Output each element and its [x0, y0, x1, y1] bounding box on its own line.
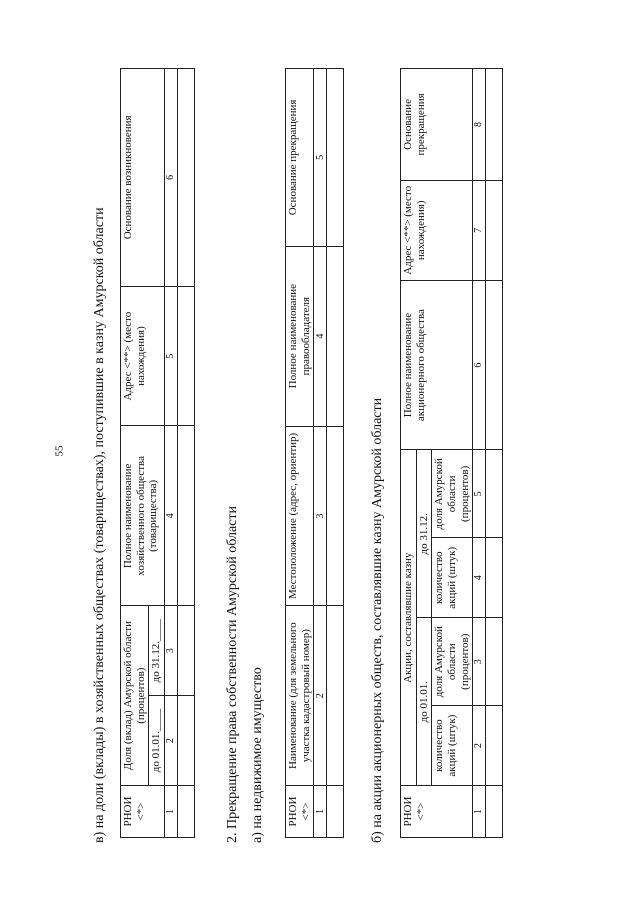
section-2-heading: 2. Прекращение права собственности Амурской области — [225, 505, 240, 843]
header-address: Адрес <**> (место нахождения) — [401, 180, 473, 280]
section-2a-heading: а) на недвижимое имущество — [250, 667, 265, 843]
header-company-name: Полное наименование акционерного общества — [401, 280, 473, 450]
column-number: 5 — [164, 286, 177, 426]
column-number: 1 — [314, 786, 327, 838]
column-number: 3 — [314, 426, 327, 606]
header-share-start: доля Амурской области (процентов) — [432, 618, 473, 706]
column-number: 2 — [164, 696, 177, 786]
header-qty-end: количество акций (штук) — [432, 538, 473, 618]
column-number: 7 — [473, 180, 486, 280]
table-row — [327, 69, 344, 838]
page-number: 55 — [53, 445, 66, 457]
column-number: 4 — [164, 426, 177, 606]
column-number: 4 — [314, 246, 327, 426]
column-number: 5 — [473, 450, 486, 538]
header-share-end: до 31.12.____ — [149, 606, 165, 696]
header-end: до 31.12. — [416, 450, 432, 618]
section-v-heading: в) на доли (вклады) в хозяйственных обществах (товариществах), поступившие в казну Амурской области — [92, 207, 107, 843]
column-number: 3 — [473, 618, 486, 706]
header-shares-group: Акции, составлявшие казну — [401, 450, 417, 786]
table-v — [120, 68, 195, 838]
header-rnoi: РНОИ <*> — [401, 786, 473, 838]
header-rnoi: РНОИ <*> — [286, 786, 314, 838]
column-number: 2 — [473, 706, 486, 786]
column-number: 2 — [314, 606, 327, 786]
column-number: 8 — [473, 69, 486, 181]
column-number: 6 — [473, 280, 486, 450]
header-rnoi: РНОИ <*> — [121, 786, 165, 838]
header-qty-start: количество акций (штук) — [432, 706, 473, 786]
numbering-row — [473, 69, 486, 838]
column-number: 4 — [473, 538, 486, 618]
header-basis: Основание прекращения — [286, 69, 314, 247]
section-b-heading: б) на акции акционерных обществ, составлявшие казну Амурской области — [370, 397, 385, 843]
header-start: до 01.01. — [416, 618, 432, 786]
numbering-row — [314, 69, 327, 838]
table-2a — [285, 68, 344, 838]
table-row — [486, 69, 503, 838]
table-b — [400, 68, 503, 838]
column-number: 3 — [164, 606, 177, 696]
column-number: 1 — [473, 786, 486, 838]
header-address: Адрес <**> (место нахождения) — [121, 286, 165, 426]
header-company-name: Полное наименование хозяйственного общества (товарищества) — [121, 426, 165, 606]
column-number: 5 — [314, 69, 327, 247]
header-location: Местоположение (адрес, ориентир) — [286, 426, 314, 606]
numbering-row — [164, 69, 177, 838]
header-basis: Основание возникновения — [121, 69, 165, 287]
header-share-end: доля Амурской области (процентов) — [432, 450, 473, 538]
table-row — [177, 69, 194, 838]
header-holder: Полное наименование правообладателя — [286, 246, 314, 426]
column-number: 6 — [164, 69, 177, 287]
header-share: Доля (вклад) Амурской области (процентов) — [121, 606, 149, 786]
column-number: 1 — [164, 786, 177, 838]
header-name: Наименование (для земельного участка кадастровый номер) — [286, 606, 314, 786]
header-share-start: до 01.01.____ — [149, 696, 165, 786]
header-basis: Основание прекращения — [401, 69, 473, 181]
